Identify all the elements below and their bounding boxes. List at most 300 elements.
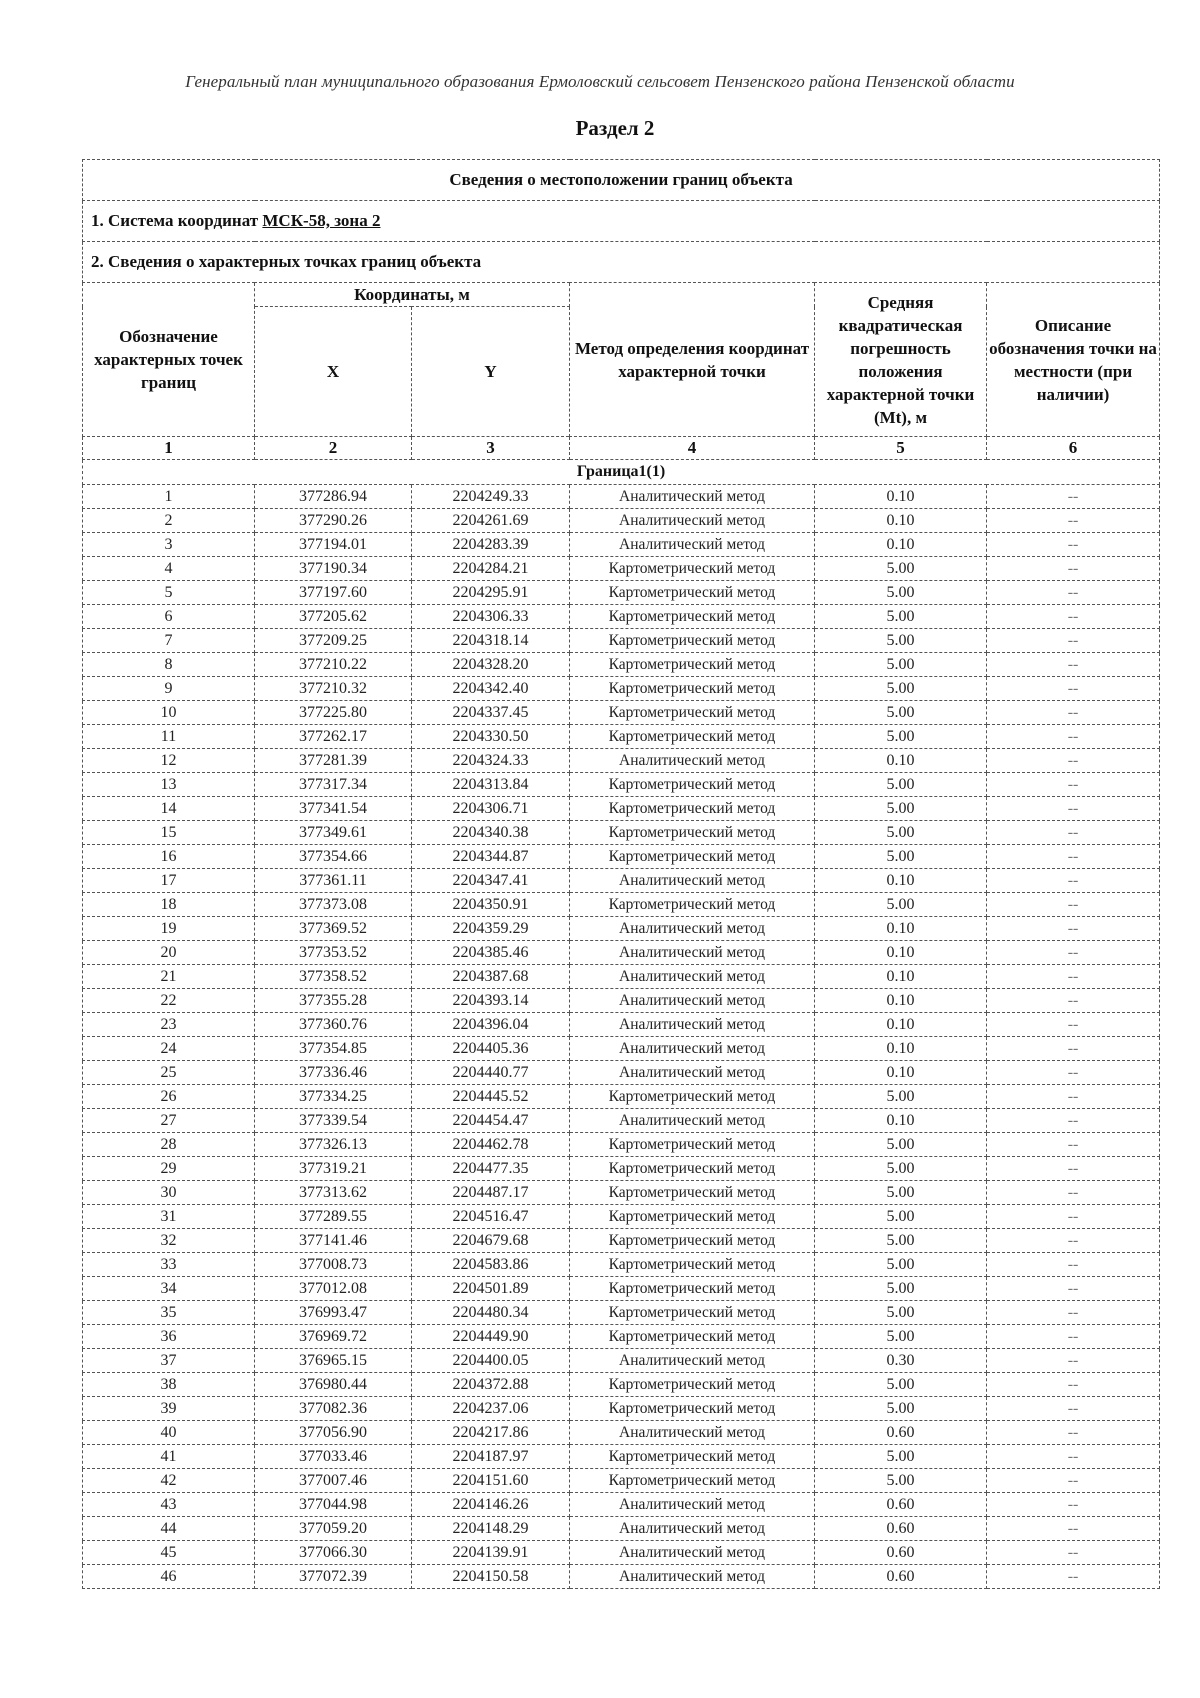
column-number: 2 bbox=[255, 437, 412, 460]
cell-method: Картометрический метод bbox=[570, 557, 815, 581]
table-row bbox=[83, 509, 1160, 533]
cell-point-number: 8 bbox=[83, 653, 255, 677]
cell-point-number: 32 bbox=[83, 1229, 255, 1253]
cell-point-number: 34 bbox=[83, 1277, 255, 1301]
cell-y: 2204139.91 bbox=[412, 1541, 570, 1565]
table-row bbox=[83, 1301, 1160, 1325]
cell-point-number: 26 bbox=[83, 1085, 255, 1109]
table-row bbox=[83, 941, 1160, 965]
table-row bbox=[83, 1229, 1160, 1253]
cell-y: 2204385.46 bbox=[412, 941, 570, 965]
cell-y: 2204324.33 bbox=[412, 749, 570, 773]
cell-description: -- bbox=[987, 1349, 1160, 1373]
cell-y: 2204372.88 bbox=[412, 1373, 570, 1397]
cell-x: 377373.08 bbox=[255, 893, 412, 917]
cell-accuracy: 5.00 bbox=[815, 629, 987, 653]
cell-description: -- bbox=[987, 1205, 1160, 1229]
table-row bbox=[83, 1253, 1160, 1277]
cell-point-number: 42 bbox=[83, 1469, 255, 1493]
cell-point-number: 6 bbox=[83, 605, 255, 629]
cell-point-number: 38 bbox=[83, 1373, 255, 1397]
cell-method: Картометрический метод bbox=[570, 581, 815, 605]
cell-description: -- bbox=[987, 1085, 1160, 1109]
table-row bbox=[83, 749, 1160, 773]
cell-method: Картометрический метод bbox=[570, 821, 815, 845]
cell-description: -- bbox=[987, 557, 1160, 581]
cell-description: -- bbox=[987, 1229, 1160, 1253]
cell-x: 377210.32 bbox=[255, 677, 412, 701]
cell-y: 2204295.91 bbox=[412, 581, 570, 605]
cell-accuracy: 0.10 bbox=[815, 917, 987, 941]
table-row bbox=[83, 1133, 1160, 1157]
cell-point-number: 45 bbox=[83, 1541, 255, 1565]
cell-x: 377007.46 bbox=[255, 1469, 412, 1493]
cell-description: -- bbox=[987, 1301, 1160, 1325]
cell-y: 2204261.69 bbox=[412, 509, 570, 533]
cell-y: 2204445.52 bbox=[412, 1085, 570, 1109]
table-row bbox=[83, 845, 1160, 869]
cell-description: -- bbox=[987, 533, 1160, 557]
cell-method: Картометрический метод bbox=[570, 725, 815, 749]
cell-description: -- bbox=[987, 941, 1160, 965]
cell-y: 2204359.29 bbox=[412, 917, 570, 941]
cell-x: 377072.39 bbox=[255, 1565, 412, 1589]
column-number: 4 bbox=[570, 437, 815, 460]
cell-y: 2204340.38 bbox=[412, 821, 570, 845]
cell-description: -- bbox=[987, 1565, 1160, 1589]
cell-x: 377341.54 bbox=[255, 797, 412, 821]
cell-accuracy: 0.60 bbox=[815, 1565, 987, 1589]
table-row bbox=[83, 1565, 1160, 1589]
cell-x: 377141.46 bbox=[255, 1229, 412, 1253]
cell-description: -- bbox=[987, 1517, 1160, 1541]
cell-x: 377044.98 bbox=[255, 1493, 412, 1517]
cell-point-number: 24 bbox=[83, 1037, 255, 1061]
cell-accuracy: 5.00 bbox=[815, 1253, 987, 1277]
cell-method: Картометрический метод bbox=[570, 1253, 815, 1277]
cell-point-number: 4 bbox=[83, 557, 255, 581]
cell-method: Картометрический метод bbox=[570, 1229, 815, 1253]
table-row bbox=[83, 1469, 1160, 1493]
cell-y: 2204151.60 bbox=[412, 1469, 570, 1493]
table-row bbox=[83, 1109, 1160, 1133]
cell-method: Картометрический метод bbox=[570, 797, 815, 821]
table-row bbox=[83, 1445, 1160, 1469]
cell-description: -- bbox=[987, 773, 1160, 797]
cell-description: -- bbox=[987, 1037, 1160, 1061]
table-row bbox=[83, 1013, 1160, 1037]
cell-method: Аналитический метод bbox=[570, 1493, 815, 1517]
cell-description: -- bbox=[987, 1469, 1160, 1493]
cell-accuracy: 5.00 bbox=[815, 1157, 987, 1181]
cell-method: Картометрический метод bbox=[570, 1181, 815, 1205]
cell-method: Картометрический метод bbox=[570, 629, 815, 653]
cell-accuracy: 5.00 bbox=[815, 845, 987, 869]
points-section-title: 2. Сведения о характерных точках границ объекта bbox=[83, 242, 1160, 283]
table-row bbox=[83, 653, 1160, 677]
cell-y: 2204306.71 bbox=[412, 797, 570, 821]
cell-x: 377012.08 bbox=[255, 1277, 412, 1301]
cell-point-number: 12 bbox=[83, 749, 255, 773]
table-row bbox=[83, 1349, 1160, 1373]
cell-accuracy: 0.10 bbox=[815, 533, 987, 557]
cell-y: 2204217.86 bbox=[412, 1421, 570, 1445]
cell-point-number: 40 bbox=[83, 1421, 255, 1445]
cell-point-number: 18 bbox=[83, 893, 255, 917]
cell-accuracy: 5.00 bbox=[815, 605, 987, 629]
table-row bbox=[83, 605, 1160, 629]
cell-x: 377056.90 bbox=[255, 1421, 412, 1445]
cell-x: 377059.20 bbox=[255, 1517, 412, 1541]
cell-description: -- bbox=[987, 821, 1160, 845]
coordinate-system-label: 1. Система координат bbox=[91, 211, 263, 230]
table-row bbox=[83, 773, 1160, 797]
cell-point-number: 10 bbox=[83, 701, 255, 725]
cell-y: 2204454.47 bbox=[412, 1109, 570, 1133]
cell-accuracy: 5.00 bbox=[815, 821, 987, 845]
table-row bbox=[83, 1397, 1160, 1421]
cell-description: -- bbox=[987, 629, 1160, 653]
table-row bbox=[83, 1325, 1160, 1349]
boundary-group-label: Граница1(1) bbox=[83, 460, 1160, 485]
cell-description: -- bbox=[987, 1493, 1160, 1517]
cell-accuracy: 0.10 bbox=[815, 869, 987, 893]
cell-x: 377339.54 bbox=[255, 1109, 412, 1133]
cell-accuracy: 0.10 bbox=[815, 1013, 987, 1037]
column-number: 5 bbox=[815, 437, 987, 460]
cell-description: -- bbox=[987, 1397, 1160, 1421]
cell-method: Аналитический метод bbox=[570, 1565, 815, 1589]
cell-method: Аналитический метод bbox=[570, 869, 815, 893]
cell-accuracy: 0.10 bbox=[815, 749, 987, 773]
cell-description: -- bbox=[987, 605, 1160, 629]
cell-y: 2204679.68 bbox=[412, 1229, 570, 1253]
cell-y: 2204583.86 bbox=[412, 1253, 570, 1277]
cell-point-number: 1 bbox=[83, 485, 255, 509]
cell-x: 377190.34 bbox=[255, 557, 412, 581]
cell-method: Картометрический метод bbox=[570, 677, 815, 701]
cell-x: 377033.46 bbox=[255, 1445, 412, 1469]
cell-description: -- bbox=[987, 701, 1160, 725]
cell-x: 377066.30 bbox=[255, 1541, 412, 1565]
cell-accuracy: 0.60 bbox=[815, 1517, 987, 1541]
cell-method: Картометрический метод bbox=[570, 1397, 815, 1421]
cell-point-number: 9 bbox=[83, 677, 255, 701]
cell-point-number: 35 bbox=[83, 1301, 255, 1325]
table-title: Сведения о местоположении границ объекта bbox=[83, 160, 1160, 201]
cell-accuracy: 5.00 bbox=[815, 1469, 987, 1493]
col-header-description: Описание обозначения точки на местности (при наличии) bbox=[987, 283, 1160, 437]
cell-description: -- bbox=[987, 1445, 1160, 1469]
cell-accuracy: 5.00 bbox=[815, 1445, 987, 1469]
table-row bbox=[83, 917, 1160, 941]
table-row bbox=[83, 677, 1160, 701]
table-row bbox=[83, 1037, 1160, 1061]
cell-x: 377355.28 bbox=[255, 989, 412, 1013]
cell-point-number: 20 bbox=[83, 941, 255, 965]
cell-y: 2204449.90 bbox=[412, 1325, 570, 1349]
cell-accuracy: 0.10 bbox=[815, 1109, 987, 1133]
cell-y: 2204387.68 bbox=[412, 965, 570, 989]
table-row bbox=[83, 1157, 1160, 1181]
cell-accuracy: 5.00 bbox=[815, 1085, 987, 1109]
cell-y: 2204148.29 bbox=[412, 1517, 570, 1541]
cell-method: Картометрический метод bbox=[570, 1325, 815, 1349]
cell-accuracy: 5.00 bbox=[815, 1133, 987, 1157]
cell-point-number: 22 bbox=[83, 989, 255, 1013]
cell-x: 377353.52 bbox=[255, 941, 412, 965]
cell-description: -- bbox=[987, 869, 1160, 893]
cell-y: 2204330.50 bbox=[412, 725, 570, 749]
cell-accuracy: 0.10 bbox=[815, 1061, 987, 1085]
cell-method: Аналитический метод bbox=[570, 989, 815, 1013]
cell-accuracy: 5.00 bbox=[815, 1373, 987, 1397]
cell-y: 2204249.33 bbox=[412, 485, 570, 509]
cell-x: 377317.34 bbox=[255, 773, 412, 797]
cell-x: 377082.36 bbox=[255, 1397, 412, 1421]
table-row bbox=[83, 629, 1160, 653]
table-row bbox=[83, 893, 1160, 917]
table-row bbox=[83, 1277, 1160, 1301]
cell-description: -- bbox=[987, 1253, 1160, 1277]
cell-description: -- bbox=[987, 1541, 1160, 1565]
cell-y: 2204480.34 bbox=[412, 1301, 570, 1325]
cell-method: Картометрический метод bbox=[570, 1301, 815, 1325]
cell-description: -- bbox=[987, 845, 1160, 869]
cell-accuracy: 5.00 bbox=[815, 1397, 987, 1421]
cell-y: 2204516.47 bbox=[412, 1205, 570, 1229]
cell-x: 377349.61 bbox=[255, 821, 412, 845]
cell-point-number: 33 bbox=[83, 1253, 255, 1277]
cell-y: 2204328.20 bbox=[412, 653, 570, 677]
cell-x: 377209.25 bbox=[255, 629, 412, 653]
table-row bbox=[83, 797, 1160, 821]
coordinate-system-value: МСК-58, зона 2 bbox=[262, 211, 381, 230]
cell-method: Аналитический метод bbox=[570, 1349, 815, 1373]
cell-description: -- bbox=[987, 1133, 1160, 1157]
cell-y: 2204393.14 bbox=[412, 989, 570, 1013]
table-row bbox=[83, 581, 1160, 605]
table-row bbox=[83, 725, 1160, 749]
cell-point-number: 11 bbox=[83, 725, 255, 749]
cell-y: 2204462.78 bbox=[412, 1133, 570, 1157]
table-row bbox=[83, 701, 1160, 725]
cell-x: 377326.13 bbox=[255, 1133, 412, 1157]
cell-point-number: 13 bbox=[83, 773, 255, 797]
cell-method: Аналитический метод bbox=[570, 1517, 815, 1541]
cell-description: -- bbox=[987, 1181, 1160, 1205]
cell-point-number: 29 bbox=[83, 1157, 255, 1181]
cell-accuracy: 0.10 bbox=[815, 941, 987, 965]
cell-y: 2204347.41 bbox=[412, 869, 570, 893]
cell-method: Картометрический метод bbox=[570, 1277, 815, 1301]
cell-method: Аналитический метод bbox=[570, 917, 815, 941]
cell-accuracy: 5.00 bbox=[815, 581, 987, 605]
cell-y: 2204237.06 bbox=[412, 1397, 570, 1421]
cell-x: 377194.01 bbox=[255, 533, 412, 557]
cell-point-number: 27 bbox=[83, 1109, 255, 1133]
cell-x: 376965.15 bbox=[255, 1349, 412, 1373]
cell-method: Картометрический метод bbox=[570, 1157, 815, 1181]
coordinate-system-line bbox=[83, 201, 1160, 242]
col-header-accuracy: Средняя квадратическая погрешность положения характерной точки (Мt), м bbox=[815, 283, 987, 437]
cell-description: -- bbox=[987, 1109, 1160, 1133]
cell-point-number: 19 bbox=[83, 917, 255, 941]
cell-x: 377290.26 bbox=[255, 509, 412, 533]
cell-point-number: 21 bbox=[83, 965, 255, 989]
section-title: Раздел 2 bbox=[575, 116, 655, 140]
cell-method: Картометрический метод bbox=[570, 845, 815, 869]
cell-x: 376969.72 bbox=[255, 1325, 412, 1349]
cell-description: -- bbox=[987, 797, 1160, 821]
cell-point-number: 7 bbox=[83, 629, 255, 653]
cell-method: Картометрический метод bbox=[570, 1133, 815, 1157]
table-row bbox=[83, 869, 1160, 893]
cell-method: Аналитический метод bbox=[570, 509, 815, 533]
table-row bbox=[83, 1373, 1160, 1397]
table-row bbox=[83, 1061, 1160, 1085]
column-number: 6 bbox=[987, 437, 1160, 460]
cell-description: -- bbox=[987, 1325, 1160, 1349]
cell-x: 377354.66 bbox=[255, 845, 412, 869]
cell-x: 377336.46 bbox=[255, 1061, 412, 1085]
cell-accuracy: 0.60 bbox=[815, 1421, 987, 1445]
table-row bbox=[83, 485, 1160, 509]
col-header-point: Обозначение характерных точек границ bbox=[83, 283, 255, 437]
cell-accuracy: 5.00 bbox=[815, 1301, 987, 1325]
cell-method: Картометрический метод bbox=[570, 701, 815, 725]
cell-accuracy: 5.00 bbox=[815, 773, 987, 797]
cell-x: 376980.44 bbox=[255, 1373, 412, 1397]
cell-y: 2204187.97 bbox=[412, 1445, 570, 1469]
cell-point-number: 43 bbox=[83, 1493, 255, 1517]
table-row bbox=[83, 821, 1160, 845]
cell-point-number: 28 bbox=[83, 1133, 255, 1157]
cell-accuracy: 5.00 bbox=[815, 893, 987, 917]
cell-point-number: 46 bbox=[83, 1565, 255, 1589]
cell-description: -- bbox=[987, 1013, 1160, 1037]
boundary-points-table bbox=[82, 159, 1160, 1589]
cell-x: 377369.52 bbox=[255, 917, 412, 941]
cell-method: Аналитический метод bbox=[570, 485, 815, 509]
cell-accuracy: 0.60 bbox=[815, 1493, 987, 1517]
cell-y: 2204342.40 bbox=[412, 677, 570, 701]
cell-x: 377197.60 bbox=[255, 581, 412, 605]
cell-point-number: 37 bbox=[83, 1349, 255, 1373]
cell-accuracy: 0.10 bbox=[815, 989, 987, 1013]
table-row bbox=[83, 1181, 1160, 1205]
cell-point-number: 2 bbox=[83, 509, 255, 533]
cell-description: -- bbox=[987, 1157, 1160, 1181]
column-number: 1 bbox=[83, 437, 255, 460]
cell-description: -- bbox=[987, 485, 1160, 509]
cell-accuracy: 5.00 bbox=[815, 677, 987, 701]
cell-method: Картометрический метод bbox=[570, 1445, 815, 1469]
cell-description: -- bbox=[987, 893, 1160, 917]
cell-accuracy: 5.00 bbox=[815, 1205, 987, 1229]
cell-x: 377319.21 bbox=[255, 1157, 412, 1181]
cell-method: Картометрический метод bbox=[570, 1085, 815, 1109]
col-header-coords: Координаты, м bbox=[255, 283, 570, 307]
cell-accuracy: 0.30 bbox=[815, 1349, 987, 1373]
cell-x: 377360.76 bbox=[255, 1013, 412, 1037]
cell-point-number: 23 bbox=[83, 1013, 255, 1037]
cell-accuracy: 5.00 bbox=[815, 725, 987, 749]
cell-description: -- bbox=[987, 989, 1160, 1013]
document-header: Генеральный план муниципального образования Ермоловский сельсовет Пензенского района Пензенской области bbox=[185, 72, 1015, 91]
cell-x: 377262.17 bbox=[255, 725, 412, 749]
cell-y: 2204396.04 bbox=[412, 1013, 570, 1037]
cell-accuracy: 0.10 bbox=[815, 1037, 987, 1061]
cell-x: 377205.62 bbox=[255, 605, 412, 629]
cell-accuracy: 5.00 bbox=[815, 1229, 987, 1253]
cell-method: Картометрический метод bbox=[570, 773, 815, 797]
cell-accuracy: 5.00 bbox=[815, 1181, 987, 1205]
cell-point-number: 5 bbox=[83, 581, 255, 605]
cell-method: Аналитический метод bbox=[570, 533, 815, 557]
cell-y: 2204146.26 bbox=[412, 1493, 570, 1517]
cell-y: 2204150.58 bbox=[412, 1565, 570, 1589]
cell-method: Аналитический метод bbox=[570, 965, 815, 989]
table-row bbox=[83, 965, 1160, 989]
cell-accuracy: 5.00 bbox=[815, 701, 987, 725]
cell-accuracy: 5.00 bbox=[815, 653, 987, 677]
cell-accuracy: 5.00 bbox=[815, 797, 987, 821]
cell-description: -- bbox=[987, 581, 1160, 605]
cell-x: 377313.62 bbox=[255, 1181, 412, 1205]
cell-accuracy: 0.10 bbox=[815, 509, 987, 533]
cell-point-number: 14 bbox=[83, 797, 255, 821]
cell-method: Картометрический метод bbox=[570, 1205, 815, 1229]
table-row bbox=[83, 1085, 1160, 1109]
cell-y: 2204440.77 bbox=[412, 1061, 570, 1085]
cell-point-number: 25 bbox=[83, 1061, 255, 1085]
cell-accuracy: 5.00 bbox=[815, 557, 987, 581]
cell-point-number: 44 bbox=[83, 1517, 255, 1541]
cell-x: 377210.22 bbox=[255, 653, 412, 677]
cell-y: 2204487.17 bbox=[412, 1181, 570, 1205]
cell-x: 377361.11 bbox=[255, 869, 412, 893]
cell-description: -- bbox=[987, 509, 1160, 533]
cell-point-number: 31 bbox=[83, 1205, 255, 1229]
cell-x: 377225.80 bbox=[255, 701, 412, 725]
cell-method: Аналитический метод bbox=[570, 1037, 815, 1061]
cell-x: 377281.39 bbox=[255, 749, 412, 773]
table-row bbox=[83, 1205, 1160, 1229]
cell-point-number: 16 bbox=[83, 845, 255, 869]
cell-method: Аналитический метод bbox=[570, 1421, 815, 1445]
cell-y: 2204477.35 bbox=[412, 1157, 570, 1181]
cell-method: Картометрический метод bbox=[570, 893, 815, 917]
cell-y: 2204501.89 bbox=[412, 1277, 570, 1301]
table-row bbox=[83, 533, 1160, 557]
table-row bbox=[83, 1541, 1160, 1565]
cell-x: 377289.55 bbox=[255, 1205, 412, 1229]
cell-y: 2204405.36 bbox=[412, 1037, 570, 1061]
cell-y: 2204284.21 bbox=[412, 557, 570, 581]
cell-description: -- bbox=[987, 725, 1160, 749]
cell-x: 377008.73 bbox=[255, 1253, 412, 1277]
cell-point-number: 30 bbox=[83, 1181, 255, 1205]
cell-y: 2204313.84 bbox=[412, 773, 570, 797]
cell-method: Картометрический метод bbox=[570, 605, 815, 629]
table-row bbox=[83, 557, 1160, 581]
cell-method: Аналитический метод bbox=[570, 1061, 815, 1085]
column-number: 3 bbox=[412, 437, 570, 460]
cell-description: -- bbox=[987, 677, 1160, 701]
cell-description: -- bbox=[987, 749, 1160, 773]
cell-point-number: 39 bbox=[83, 1397, 255, 1421]
